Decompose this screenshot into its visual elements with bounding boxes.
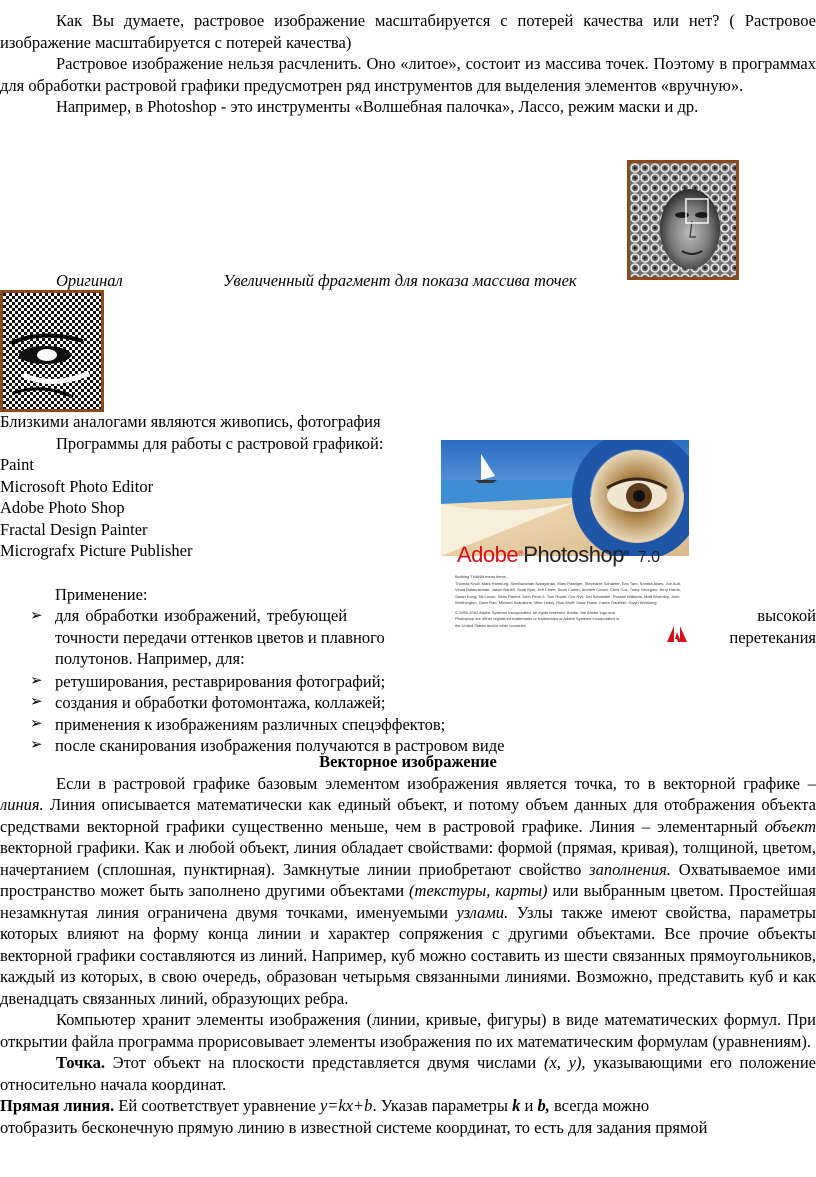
caption-zoomed-fragment: Увеличенный фрагмент для показа массива точек xyxy=(223,271,577,290)
arrow-bullet-icon: ➢ xyxy=(30,608,43,624)
list-item xyxy=(0,606,816,628)
analogs-line: Близкими аналогами являются живопись, фотография xyxy=(0,412,381,431)
programs-block xyxy=(0,411,440,562)
arrow-bullet-icon: ➢ xyxy=(30,715,43,732)
program-item: Microsoft Photo Editor xyxy=(0,476,154,496)
original-portrait-image xyxy=(627,160,739,280)
application-heading: Применение: xyxy=(55,585,148,604)
paragraph-photoshop-tools: Например, в Photoshop - это инструменты «Волшебная палочка», Лассо, режим маски и др. xyxy=(56,97,699,116)
bullet1-line2-left: точности передачи оттенков цветов и плавного xyxy=(55,627,385,647)
list-item: ➢ создания и обработки фотомонтажа, коллажей; xyxy=(30,693,386,712)
paragraph-point: Точка. Этот объект на плоскости представляется двумя числами (x, y), указывающими его положение относительно начала координат. xyxy=(0,1053,816,1094)
photoshop-wordmark: Photoshop xyxy=(523,542,624,567)
legal-text: © 1990-2002 Adobe Systems Incorporated. All rights reserved. Adobe, the Adobe logo and Photoshop are either registered trademarks or trademarks of Adobe Systems Incorporated in the United States and/or other countries xyxy=(455,609,620,628)
credits-names: Thomas Knoll, Mark Hamburg, Seetharaman Narayanan, Marc Pawliger, Stephanie Schaefer, Eao Tam, Sandra Alves, Joe Ault, Vinod Balakrishnan, Jason Bartell, Scott Byer, Jeff Chien, Scott Cohen, Andrew Coven, Chris Cox, Todor Georgiev, Jerry Harris, Sarah Kong, Tai Luxon, Sean Parent, John Penn II, Tom Ruark, Cris Rys, Del Schneider, Russell Williams, Matt Worrnley, John Worthington, Dave Rau, Michael Scarafone, Mike Leavy, Rick Wulff, Dave Howe, Karen Gauthier, Gwyn Weisberg xyxy=(455,580,681,605)
photoshop-logotype: Adobe®Photoshop® 7.0 xyxy=(457,542,661,567)
arrow-bullet-icon: ➢ xyxy=(30,737,43,753)
bullet1-text-right: высокой xyxy=(757,606,816,625)
list-item: ➢ после сканирования изображения получаются в растровом виде xyxy=(30,736,505,755)
application-bullets xyxy=(0,671,816,757)
paragraph-straight-line-cont: отобразить бесконечную прямую линию в известной системе координат, то есть для задания прямой xyxy=(0,1117,708,1137)
paragraph-raster-solid: Растровое изображение нельзя расчленить. Оно «литое», состоит из массива точек. Поэтому в программах для обработки растровой графики предусмотрен ряд инструментов для выделения элементов «вручную». xyxy=(0,54,816,95)
programs-heading: Программы для работы с растровой графикой: xyxy=(56,433,384,453)
paragraph-question: Как Вы думаете, растровое изображение масштабируется с потерей качества или нет? ( Растровое изображение масштабируется с потерей качества) xyxy=(0,11,816,52)
adobe-wordmark: Adobe xyxy=(457,542,519,567)
program-item: Adobe Photo Shop xyxy=(0,498,125,517)
program-item: Paint xyxy=(0,455,34,474)
program-item: Micrografx Picture Publisher xyxy=(0,541,193,560)
credits-title: Building THANN menu items... xyxy=(455,574,510,579)
caption-original: Оригинал xyxy=(56,271,123,290)
version-number: 7.0 xyxy=(637,549,661,566)
list-item-continuation xyxy=(0,628,816,650)
list-item-continuation xyxy=(0,649,816,671)
bullet-list xyxy=(0,606,816,757)
paragraph-straight-line: Прямая линия. Ей соответствует уравнение y=kx+b. Указав параметры k и b, всегда можно xyxy=(0,1096,650,1115)
section-title-vector: Векторное изображение xyxy=(319,752,497,771)
paragraph-vector-line: Если в растровой графике базовым элементом изображения является точка, то в векторной графике – линия. Линия описывается математически как единый объект, и потому объем данных для отображения объекта средствами векторной графики существенно меньше, чем в растровой графике. Линия – элементарный объект векторной графики. Как и любой объект, линия обладает свойствами: формой (прямая, кривая), толщиной, цветом, начертанием (сплошная, пунктирная). Замкнутые линии приобретают свойство заполнения. Охватываемое ими пространство может быть заполнено другими объектами (текстуры, карты) или выбранным цветом. Простейшая незамкнутая линия ограничена двумя точками, именуемыми узлами. Узлы также имеют свойства, параметры которых влияют на форму конца линии и характер сопряжения с другими объектами. Все прочие объекты векторной графики составляются из линий. Например, куб можно составить из шести связанных прямоугольников, каждый из которых, в свою очередь, образован четырьмя связанными линиями. Возможно, представить куб и как двенадцать связанных линий, образующих ребра. xyxy=(0,773,816,1008)
program-item: Fractal Design Painter xyxy=(0,519,148,539)
zoomed-fragment-image xyxy=(0,290,104,412)
list-item: ➢ применения к изображениям различных спецэффектов; xyxy=(30,714,446,734)
vector-section xyxy=(0,751,816,1138)
intro-block xyxy=(0,10,816,118)
bullet1-text-left: для обработки изображений, требующей xyxy=(55,606,348,625)
paragraph-formulas: Компьютер хранит элементы изображения (линии, кривые, фигуры) в виде математических формул. При открытии файла программа прорисовывает элементы изображения по их математическим формулам (уравнениям). xyxy=(0,1010,816,1051)
bullet1-line3: полутонов. Например, для: xyxy=(55,649,245,668)
bullet1-line2-right: перетекания xyxy=(729,627,816,647)
arrow-bullet-icon: ➢ xyxy=(30,672,43,689)
arrow-bullet-icon: ➢ xyxy=(30,694,43,710)
list-item: ➢ ретуширования, реставрирования фотографий; xyxy=(30,671,386,691)
